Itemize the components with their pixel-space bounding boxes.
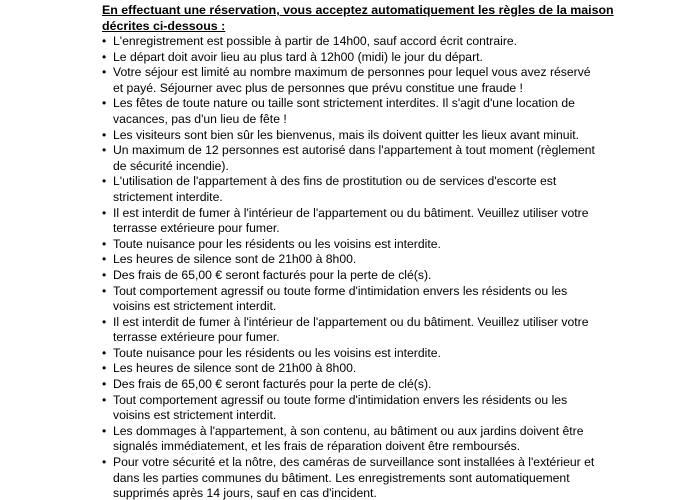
bullet-icon: • [102, 283, 107, 298]
house-rule-text: Votre séjour est limité au nombre maximum de personnes pour lequel vous avez réservé et payé. Séjourner avec plus de personnes que prévu constitue une fraude ! [113, 65, 591, 95]
house-rule-text: Pour votre sécurité et la nôtre, des caméras de surveillance sont installées à l'extérieur et dans les parties communes du bâtiment. Les enregistrements sont automatiquement supprimés après 14 jours, sauf en cas d'incident. [113, 455, 595, 500]
bullet-icon: • [102, 267, 107, 282]
bullet-icon: • [102, 345, 107, 360]
house-rule-item [102, 206, 602, 237]
house-rule-item [102, 455, 602, 500]
house-rule-item [102, 268, 602, 284]
bullet-icon: • [102, 377, 107, 392]
house-rule-item [102, 174, 602, 205]
house-rule-item [102, 34, 602, 50]
house-rule-item [102, 346, 602, 362]
house-rule-item [102, 315, 602, 346]
house-rules-list [102, 34, 602, 500]
bullet-icon: • [102, 455, 107, 470]
house-rule-text: Les visiteurs sont bien sûr les bienvenus, mais ils doivent quitter les lieux avant minuit. [113, 127, 580, 142]
house-rule-text: L'enregistrement est possible à partir de 14h00, sauf accord écrit contraire. [113, 34, 518, 48]
house-rule-item [102, 284, 602, 315]
house-rule-text: Le départ doit avoir lieu au plus tard à 12h00 (midi) le jour du départ. [113, 49, 483, 64]
house-rule-text: Tout comportement agressif ou toute forme d'intimidation envers les résidents ou les voisins est strictement interdit. [113, 392, 568, 423]
house-rule-text: Il est interdit de fumer à l'intérieur de l'appartement ou du bâtiment. Veuillez utiliser votre terrasse extérieure pour fumer. [113, 314, 589, 345]
house-rule-text: Les dommages à l'appartement, à son contenu, au bâtiment ou aux jardins doivent être signalés immédiatement, et les frais de réparation doivent être remboursés. [113, 423, 584, 454]
house-rule-item [102, 65, 602, 96]
house-rule-text: Les fêtes de toute nature ou taille sont strictement interdites. Il s'agit d'une location de vacances, pas d'un lieu de fête ! [113, 96, 575, 126]
house-rule-text: Toute nuisance pour les résidents ou les voisins est interdite. [113, 236, 441, 251]
house-rule-item [102, 252, 602, 268]
bullet-icon: • [102, 252, 107, 267]
house-rule-text: Toute nuisance pour les résidents ou les voisins est interdite. [113, 345, 441, 360]
house-rule-item [102, 143, 602, 174]
house-rule-text: Un maximum de 12 personnes est autorisé dans l'appartement à tout moment (règlement de sécurité incendie). [113, 143, 595, 173]
bullet-icon: • [102, 236, 107, 251]
house-rule-text: Des frais de 65,00 € seront facturés pour la perte de clé(s). [113, 267, 432, 282]
bullet-icon: • [102, 65, 107, 80]
house-rule-text: Les heures de silence sont de 21h00 à 8h00. [113, 252, 357, 267]
bullet-icon: • [102, 174, 107, 189]
house-rule-item [102, 377, 602, 393]
house-rule-item [102, 237, 602, 253]
bullet-icon: • [102, 423, 107, 438]
house-rule-text: Tout comportement agressif ou toute forme d'intimidation envers les résidents ou les voisins est strictement interdit. [113, 283, 568, 314]
house-rule-item [102, 424, 602, 455]
house-rule-text: Il est interdit de fumer à l'intérieur de l'appartement ou du bâtiment. Veuillez utiliser votre terrasse extérieure pour fumer. [113, 205, 589, 236]
house-rule-item [102, 128, 602, 144]
house-rule-item [102, 50, 602, 66]
bullet-icon: • [102, 392, 107, 407]
house-rule-item [102, 96, 602, 127]
house-rule-text: Les heures de silence sont de 21h00 à 8h00. [113, 361, 357, 376]
rules-heading: En effectuant une réservation, vous acceptez automatiquement les règles de la maison décrites ci-dessous : [102, 3, 614, 33]
bullet-icon: • [102, 205, 107, 220]
house-rule-text: Des frais de 65,00 € seront facturés pour la perte de clé(s). [113, 377, 432, 392]
bullet-icon: • [102, 96, 107, 111]
bullet-icon: • [102, 314, 107, 329]
bullet-icon: • [102, 49, 107, 64]
house-rule-text: L'utilisation de l'appartement à des fins de prostitution ou de services d'escorte est strictement interdite. [113, 174, 557, 204]
bullet-icon: • [102, 127, 107, 142]
bullet-icon: • [102, 361, 107, 376]
bullet-icon: • [102, 34, 107, 48]
bullet-icon: • [102, 143, 107, 158]
house-rule-item [102, 393, 602, 424]
house-rule-item [102, 361, 602, 377]
